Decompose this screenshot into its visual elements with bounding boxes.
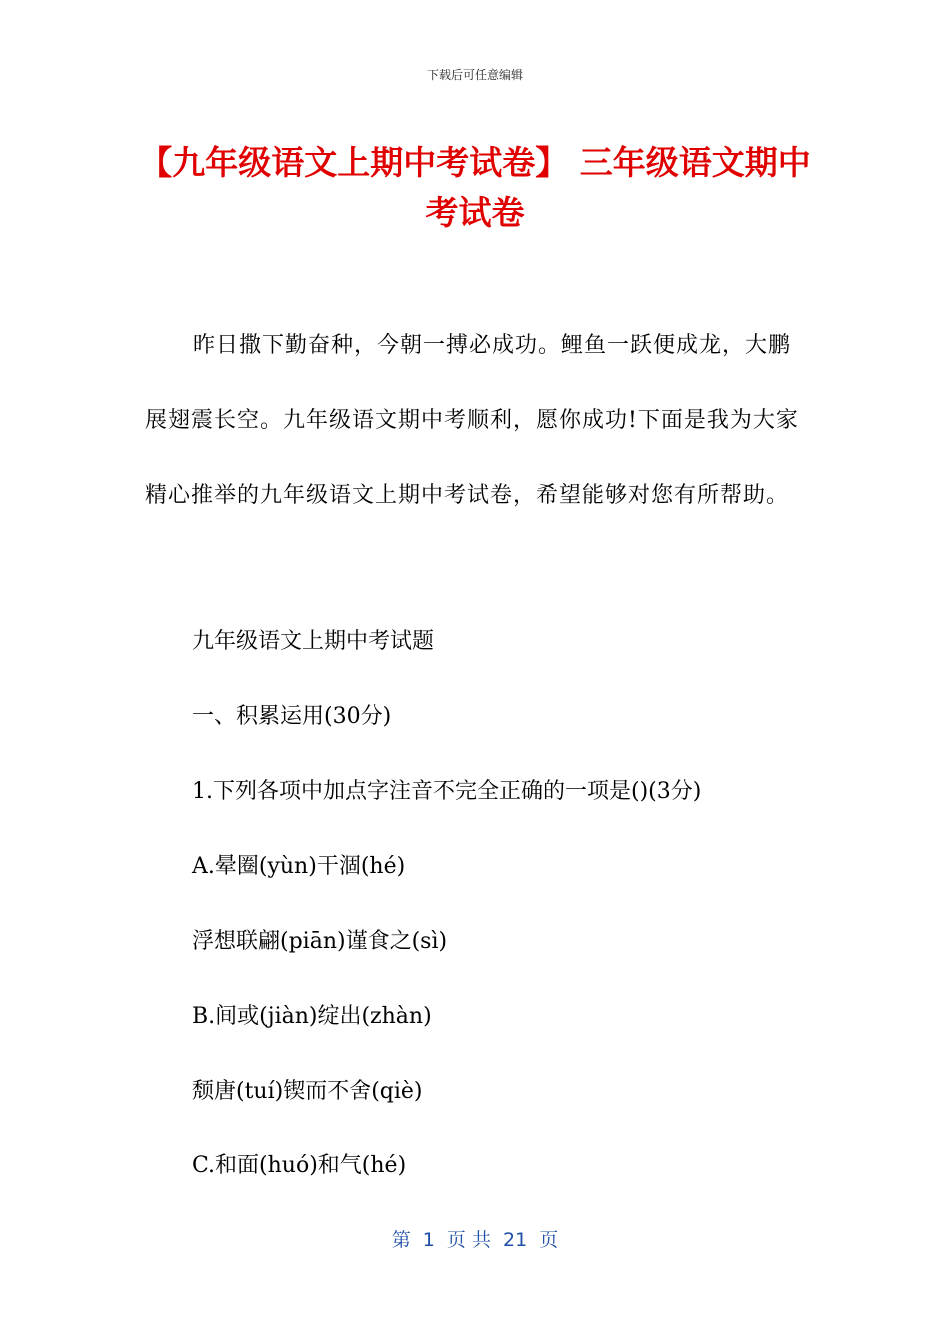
page-footer: 第 1 页 共 21 页 [391,1229,559,1251]
question-1: 1.下列各项中加点字注音不完全正确的一项是()(3分) [192,779,702,804]
option-b-line-2: 颓唐(tuí)锲而不舍(qiè) [192,1079,423,1104]
option-c-line-1: C.和面(huó)和气(hé) [192,1153,407,1178]
option-a-line-2: 浮想联翩(piān)谨食之(sì) [192,929,448,954]
part-heading: 一、积累运用(30分) [192,704,392,729]
header-note: 下载后可任意编辑 [426,68,523,82]
section-heading: 九年级语文上期中考试题 [192,629,435,654]
option-a-line-1: A.晕圈(yùn)干涸(hé) [192,854,406,879]
intro-paragraph: 昨日撒下勤奋种，今朝一搏必成功。鲤鱼一跃便成龙，大鹏展翅震长空。九年级语文期中考顺利，愿你成功!下面是我为大家精心推举的九年级语文上期中考试卷，希望能够对您有所帮助。 [145,333,799,508]
document-title: 【九年级语文上期中考试卷】 三年级语文期中考试卷 [139,143,811,232]
option-b-line-1: B.间或(jiàn)绽出(zhàn) [192,1004,432,1029]
